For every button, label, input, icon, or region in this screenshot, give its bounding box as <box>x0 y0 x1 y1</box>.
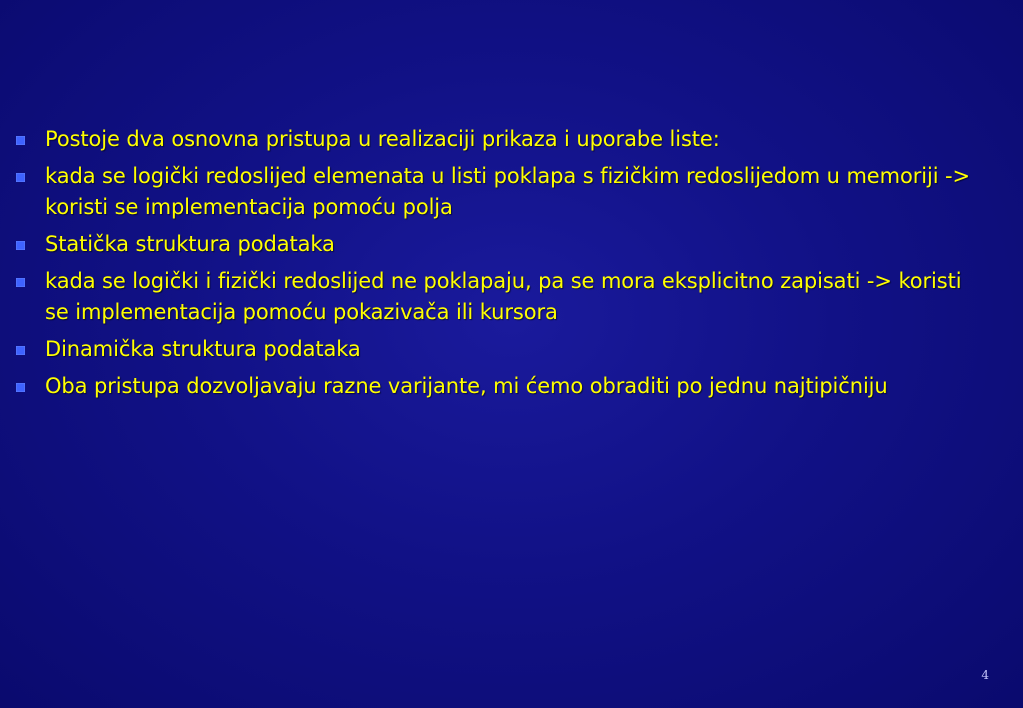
bullet-text: kada se logički redoslijed elemenata u listi poklapa s fizičkim redoslijedom u memoriji -> koristi se implementacija pomoću polja <box>45 164 971 219</box>
bullet-item <box>10 371 970 402</box>
square-bullet-icon <box>16 136 25 145</box>
square-bullet-icon <box>16 173 25 182</box>
page-number: 4 <box>981 668 989 682</box>
bullet-text: Oba pristupa dozvoljavaju razne varijante, mi ćemo obraditi po jednu najtipičniju <box>45 374 888 398</box>
bullet-text: Postoje dva osnovna pristupa u realizaciji prikaza i uporabe liste: <box>45 127 720 151</box>
bullet-text: Statička struktura podataka <box>45 232 335 256</box>
square-bullet-icon <box>16 346 25 355</box>
bullet-item <box>10 161 970 223</box>
square-bullet-icon <box>16 241 25 250</box>
square-bullet-icon <box>16 383 25 392</box>
bullet-item <box>10 334 970 365</box>
bullet-item <box>10 229 970 260</box>
bullet-item <box>10 266 970 328</box>
bullet-text: Dinamička struktura podataka <box>45 337 361 361</box>
bullet-list <box>10 124 970 408</box>
square-bullet-icon <box>16 278 25 287</box>
bullet-item <box>10 124 970 155</box>
bullet-text: kada se logički i fizički redoslijed ne poklapaju, pa se mora eksplicitno zapisati -> koristi se implementacija pomoću pokazivača ili kursora <box>45 269 962 324</box>
